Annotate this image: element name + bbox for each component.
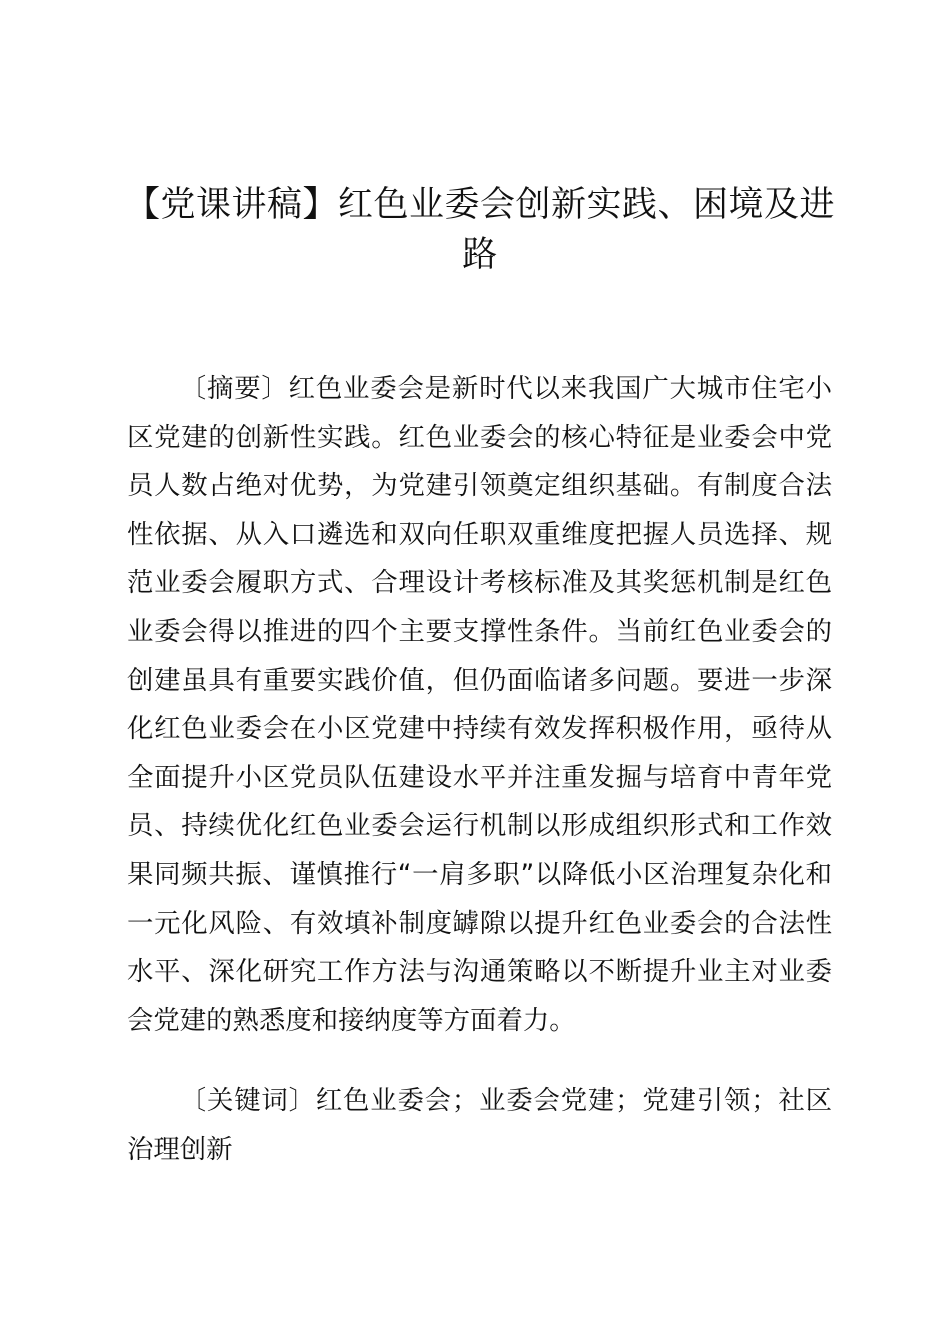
keywords-paragraph: 〔关键词〕红色业委会；业委会党建；党建引领；社区治理创新 <box>127 1085 832 1165</box>
document-title: 【党课讲稿】红色业委会创新实践、困境及进路 <box>124 185 835 275</box>
abstract-paragraph: 〔摘要〕红色业委会是新时代以来我国广大城市住宅小区党建的创新性实践。红色业委会的核心特征是业委会中党员人数占绝对优势，为党建引领奠定组织基础。有制度合法性依据、从入口遴选和双向任职双重维度把握人员选择、规范业委会履职方式、合理设计考核标准及其奖惩机制是红色业委会得以推进的四个主要支撑性条件。当前红色业委会的创建虽具有重要实践价值，但仍面临诸多问题。要进一步深化红色业委会在小区党建中持续有效发挥积极作用，亟待从全面提升小区党员队伍建设水平并注重发掘与培育中青年党员、持续优化红色业委会运行机制以形成组织形式和工作效果同频共振、谨慎推行“一肩多职”以降低小区治理复杂化和一元化风险、有效填补制度罅隙以提升红色业委会的合法性水平、深化研究工作方法与沟通策略以不断提升业主对业委会党建的熟悉度和接纳度等方面着力。 <box>127 373 832 1036</box>
